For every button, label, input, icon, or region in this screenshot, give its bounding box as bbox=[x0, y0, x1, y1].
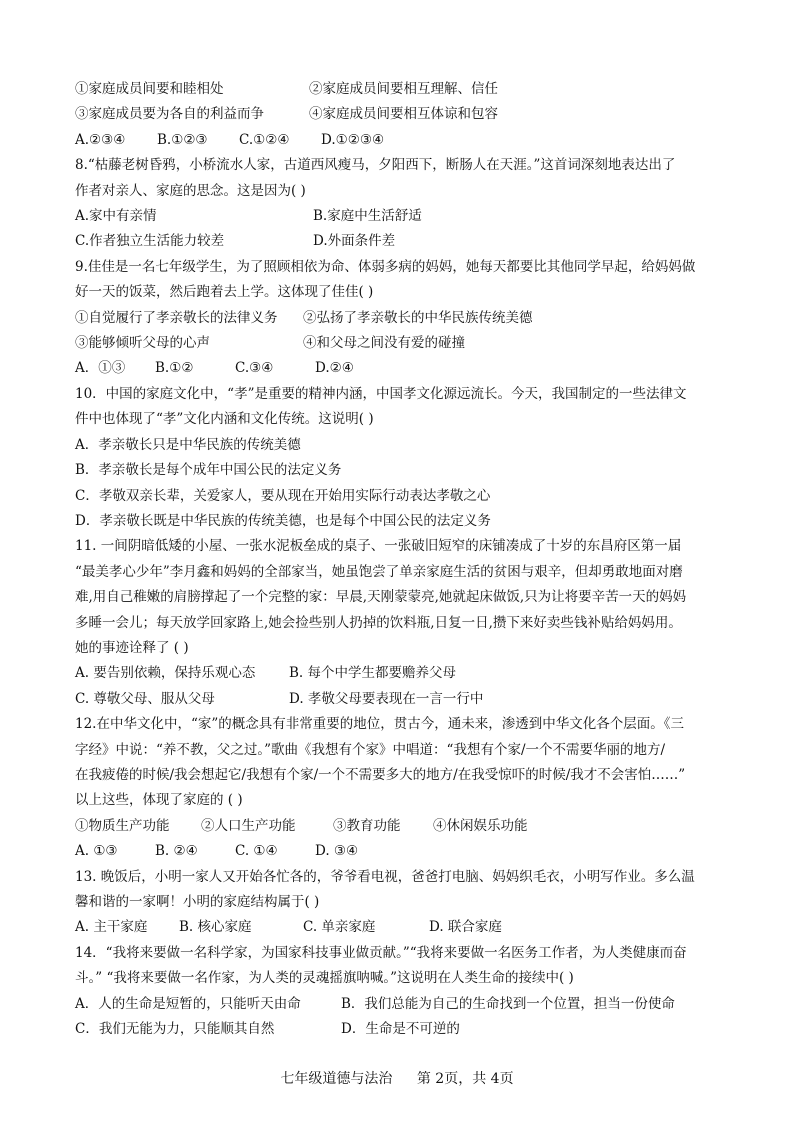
q11-stem: 难,用自己稚嫩的肩膀撑起了一个完整的家：早晨,天刚蒙蒙亮,她就起床做饭,只为让将要辛苦一天的妈妈 bbox=[75, 589, 687, 606]
answer-choice: B. 核心家庭 bbox=[179, 919, 252, 936]
option: ③家庭成员要为各自的利益而争 bbox=[75, 106, 264, 123]
page-footer bbox=[0, 1068, 794, 1088]
q10-stem: 10．中国的家庭文化中，“孝”是重要的精神内涵，中国孝文化源远流长。今天，我国制定的一些法律文 bbox=[75, 385, 687, 402]
q11-stem: 多睡一会儿；每天放学回家路上,她会捡些别人扔掉的饮料瓶,日复一日,攒下来好卖些钱补贴给妈妈用。 bbox=[75, 614, 682, 631]
answer-choice: D.②④ bbox=[315, 360, 354, 377]
q13-stem: 馨和谐的一家啊！小明的家庭结构属于( ) bbox=[75, 894, 320, 910]
q8-stem: 8.“枯藤老树昏鸦，小桥流水人家，古道西风瘦马，夕阳西下，断肠人在天涯。”这首词深刻地表达出了 bbox=[75, 157, 676, 174]
q8-answers bbox=[75, 204, 725, 229]
q8-answers bbox=[75, 229, 725, 254]
answer-choice: B.①② bbox=[155, 360, 194, 377]
q11-stem: 她的事迹诠释了 ( ) bbox=[75, 639, 189, 656]
answer-choice: B. ②④ bbox=[155, 843, 198, 860]
answer-choice: D. 联合家庭 bbox=[429, 919, 502, 936]
answer-choice: C. ①④ bbox=[235, 843, 278, 860]
q7-options-row-2 bbox=[75, 102, 725, 127]
option: ③教育功能 bbox=[333, 817, 401, 834]
option: ②家庭成员间要相互理解、信任 bbox=[309, 81, 498, 97]
questions-body bbox=[75, 77, 725, 1042]
q9-options-row-1 bbox=[75, 306, 725, 331]
q9-options-row-2 bbox=[75, 331, 725, 356]
answer-choice: A.家中有亲情 bbox=[75, 208, 157, 225]
answer-choice: B．孝亲敬长是每个成年中国公民的法定义务 bbox=[75, 462, 342, 479]
answer-choice: B.家庭中生活舒适 bbox=[313, 208, 422, 225]
q13-answers bbox=[75, 915, 725, 940]
answer-choice: B. 每个中学生都要赡养父母 bbox=[289, 665, 457, 682]
answer-choice: B．我们总能为自己的生命找到一个位置，担当一份使命 bbox=[341, 995, 675, 1012]
q11-answers bbox=[75, 661, 725, 686]
q10-stem: 件中也体现了“孝”文化内涵和文化传统。这说明( ) bbox=[75, 411, 374, 428]
option: ②人口生产功能 bbox=[201, 817, 296, 834]
answer-choice: D. 孝敬父母要表现在一言一行中 bbox=[289, 690, 484, 707]
option: ①自觉履行了孝亲敬长的法律义务 bbox=[75, 309, 278, 326]
q9-stem: 好一天的饭菜，然后跑着去上学。这体现了佳佳( ) bbox=[75, 284, 374, 301]
q9-stem: 9.佳佳是一名七年级学生，为了照顾相依为命、体弱多病的妈妈，她每天都要比其他同学早起，给妈妈做 bbox=[75, 258, 696, 275]
q9-answers bbox=[75, 356, 725, 381]
q14-stem: 14．“我将来要做一名科学家，为国家科技事业做贡献。”“我将来要做一名医务工作者，为人类健康而奋 bbox=[75, 944, 687, 961]
answer-choice: A. 要告别依赖，保持乐观心态 bbox=[75, 665, 256, 682]
q8-stem: 作者对亲人、家庭的思念。这是因为( ) bbox=[75, 182, 306, 199]
q12-options bbox=[75, 814, 725, 839]
answer-choice: A．孝亲敬长只是中华民族的传统美德 bbox=[75, 436, 301, 453]
answer-choice: A．人的生命是短暂的，只能听天由命 bbox=[75, 995, 301, 1012]
answer-choice: A. 主干家庭 bbox=[75, 919, 148, 936]
answer-choice: D.①②③④ bbox=[321, 131, 385, 148]
q12-answers bbox=[75, 839, 725, 864]
q11-stem: 11. 一间阴暗低矮的小屋、一张水泥板垒成的桌子、一张破旧短窄的床铺凑成了十岁的东昌府区第一届 bbox=[75, 538, 682, 555]
answer-choice: C. 尊敬父母、服从父母 bbox=[75, 690, 215, 707]
q14-stem: 斗。” “我将来要做一名作家，为人类的灵魂摇旗呐喊。”这说明在人类生命的接续中( ) bbox=[75, 970, 574, 987]
option: ④和父母之间没有爱的碰撞 bbox=[303, 335, 465, 352]
answer-choice: D．孝亲敬长既是中华民族的传统美德，也是每个中国公民的法定义务 bbox=[75, 512, 491, 529]
answer-choice: C．我们无能为力，只能顺其自然 bbox=[75, 1021, 275, 1038]
answer-choice: C. 单亲家庭 bbox=[303, 919, 376, 936]
option: ④休闲娱乐功能 bbox=[433, 817, 528, 834]
answer-choice: C．孝敬双亲长辈，关爱家人，要从现在开始用实际行动表达孝敬之心 bbox=[75, 487, 491, 504]
q14-answers bbox=[75, 992, 725, 1017]
q7-options-row-1 bbox=[75, 77, 725, 102]
answer-choice: D. ③④ bbox=[315, 843, 359, 860]
q12-stem: 以上这些，体现了家庭的 ( ) bbox=[75, 792, 243, 809]
answer-choice: C.作者独立生活能力较差 bbox=[75, 233, 225, 250]
answer-choice: A. ①③ bbox=[75, 843, 118, 860]
q13-stem: 13. 晚饭后，小明一家人又开始各忙各的，爷爷看电视，爸爸打电脑、妈妈织毛衣，小明写作业。多么温 bbox=[75, 868, 695, 885]
answer-choice: D.外面条件差 bbox=[313, 233, 396, 250]
option: ②弘扬了孝亲敬长的中华民族传统美德 bbox=[303, 309, 533, 326]
option: ①家庭成员间要和睦相处 bbox=[75, 81, 224, 97]
answer-choice: B.①②③ bbox=[157, 131, 208, 148]
answer-choice: A.②③④ bbox=[75, 131, 126, 148]
option: ①物质生产功能 bbox=[75, 817, 170, 834]
q12-stem: 在我疲倦的时候/我会想起它/我想有个家/一个不需要多大的地方/在我受惊吓的时候/我才不会害怕……” bbox=[75, 766, 686, 783]
q12-stem: 字经》中说：“养不教，父之过。”歌曲《我想有个家》中唱道：“我想有个家/一个不需要华丽的地方/ bbox=[75, 741, 666, 758]
option: ③能够倾听父母的心声 bbox=[75, 335, 210, 352]
q12-stem: 12.在中华文化中，“家”的概念具有非常重要的地位，贯古今，通未来，渗透到中华文化各个层面。《三 bbox=[75, 716, 685, 733]
answer-choice: C.①②④ bbox=[239, 131, 290, 148]
answer-choice: C.③④ bbox=[235, 360, 274, 377]
q14-answers bbox=[75, 1017, 725, 1042]
q11-answers bbox=[75, 687, 725, 712]
q11-stem: “最美孝心少年”李月鑫和妈妈的全部家当，她虽饱尝了单亲家庭生活的贫困与艰辛，但却勇敢地面对磨 bbox=[75, 563, 683, 580]
footer-page-number: 第 2页，共 4页 bbox=[416, 1071, 514, 1087]
answer-choice: D．生命是不可逆的 bbox=[341, 1021, 460, 1038]
q7-answers bbox=[75, 128, 725, 153]
answer-choice: A．①③ bbox=[75, 360, 126, 377]
option: ④家庭成员间要相互体谅和包容 bbox=[309, 106, 498, 123]
footer-subject: 七年级道德与法治 bbox=[280, 1071, 393, 1087]
